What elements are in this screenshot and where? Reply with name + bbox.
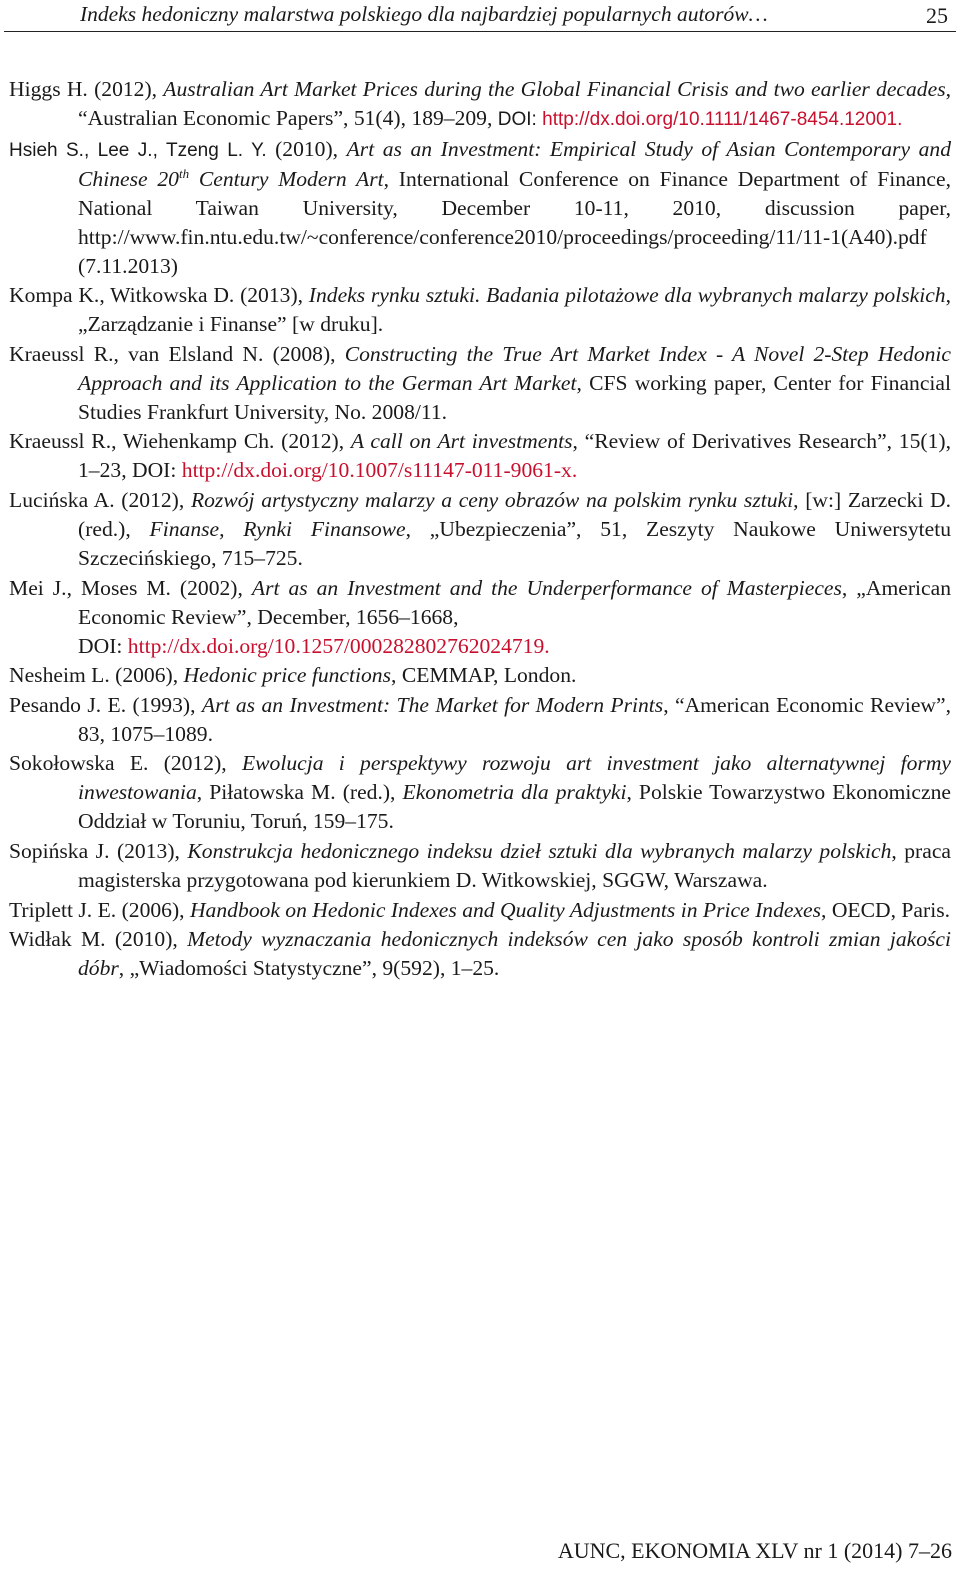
reference-higgs: Higgs H. (2012), Australian Art Market Prices during the Global Financial Crisis and two earlier decades, “Australian Economic Papers”, 51(4), 189–209, DOI: http://dx.doi.org/10.1111/1467-8454.12001. (9, 77, 952, 130)
reference-triplett: Triplett J. E. (2006), Handbook on Hedonic Indexes and Quality Adjustments in Price Indexes, OECD, Paris. (9, 897, 950, 922)
running-title: Indeks hedoniczny malarstwa polskiego dla najbardziej popularnych autorów… (80, 2, 768, 26)
reference-lucinska: Lucińska A. (2012), Rozwój artystyczny malarzy a ceny obrazów na polskim rynku sztuki, [w:] Zarzecki D. (red.), Finanse, Rynki Finansowe, „Ubezpieczenia”, 51, Zeszyty Naukowe Uniwersytetu Szczecińskiego, 715–725. (9, 487, 952, 570)
reference-kraeussl-wiehenkamp: Kraeussl R., Wiehenkamp Ch. (2012), A call on Art investments, “Review of Derivatives Research”, 15(1), 1–23, DOI: http://dx.doi.org/10.1007/s11147-011-9061-x. (9, 429, 951, 483)
running-header (4, 0, 956, 32)
journal-footer: AUNC, EKONOMIA XLV nr 1 (2014) 7–26 (557, 1538, 952, 1563)
reference-pesando: Pesando J. E. (1993), Art as an Investment: The Market for Modern Prints, “American Economic Review”, 83, 1075–1089. (9, 692, 951, 746)
reference-kraeussl-elsland: Kraeussl R., van Elsland N. (2008), Constructing the True Art Market Index ‑ A Novel 2-Step Hedonic Approach and its Application to the German Art Market, CFS working paper, Center for Financial Studies Frankfurt University, No. 2008/11. (9, 341, 951, 424)
reference-widlak: Widłak M. (2010), Metody wyznaczania hedonicznych indeksów cen jako sposób kontroli zmian jakości dóbr, „Wiadomości Statystyczne”, 9(592), 1–25. (9, 927, 951, 981)
reference-hsieh: Hsieh S., Lee J., Tzeng L. Y. (2010), Art as an Investment: Empirical Study of Asian Contemporary and Chinese 20th Century Modern Art, International Conference on Finance Department of Finance, National Taiwan University, December 10-11, 2010, discussion paper, http://www.fin.ntu.edu.tw/~conference/conference2010/proceedings/proceeding/11/11-1(A40).pdf (7.11.2013) (9, 136, 952, 278)
doi-link-higgs[interactable]: http://dx.doi.org/10.1111/1467-8454.12001. (542, 109, 903, 130)
reference-nesheim: Nesheim L. (2006), Hedonic price functions, CEMMAP, London. (9, 663, 577, 688)
page-number: 25 (926, 3, 948, 28)
reference-kompa: Kompa K., Witkowska D. (2013), Indeks rynku sztuki. Badania pilotażowe dla wybranych malarzy polskich, „Zarządzanie i Finanse” [w druku]. (9, 283, 951, 337)
reference-sopinska: Sopińska J. (2013), Konstrukcja hedonicznego indeksu dzieł sztuki dla wybranych malarzy polskich, praca magisterska przygotowana pod kierunkiem D. Witkowskiej, SGGW, Warszawa. (9, 838, 951, 892)
doi-link-mei[interactable]: http://dx.doi.org/10.1257/000282802762024719. (127, 633, 550, 658)
reference-mei-moses: Mei J., Moses M. (2002), Art as an Investment and the Underperformance of Masterpieces, „American Economic Review”, December, 1656–1668, DOI: http://dx.doi.org/10.1257/000282802762024719. (9, 575, 952, 658)
reference-list (9, 75, 951, 984)
doi-link-kraeussl[interactable]: http://dx.doi.org/10.1007/s11147-011-9061-x. (181, 458, 578, 483)
reference-sokolowska: Sokołowska E. (2012), Ewolucja i perspektywy rozwoju art investment jako alternatywnej formy inwestowania, Piłatowska M. (red.), Ekonometria dla praktyki, Polskie Towarzystwo Ekonomiczne Oddział w Toruniu, Toruń, 159–175. (9, 751, 952, 834)
